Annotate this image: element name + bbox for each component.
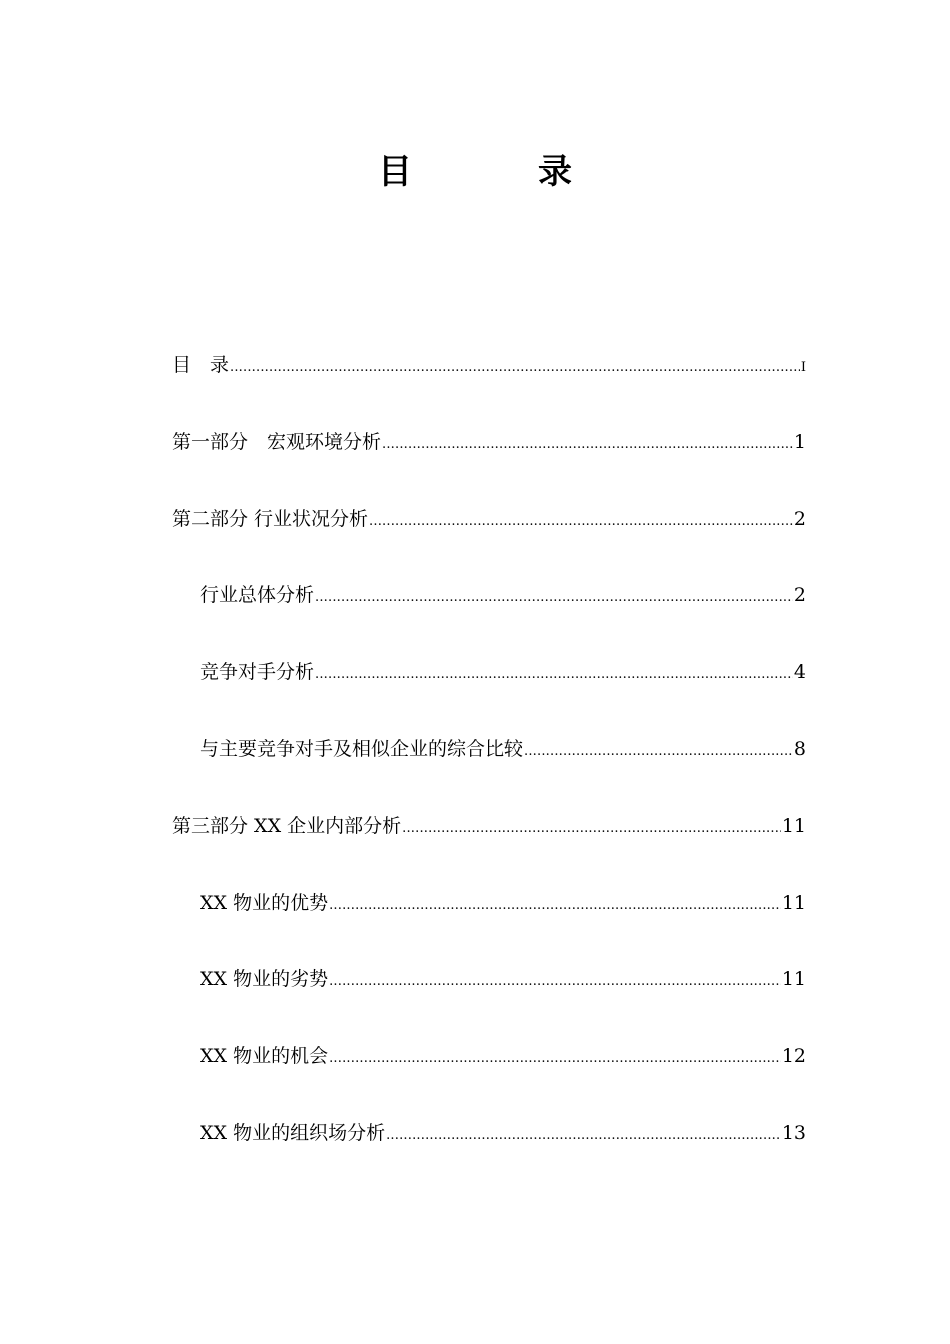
toc-entry-opportunities[interactable] [172, 1036, 806, 1113]
toc-entry-label: 竞争对手分析 [200, 661, 315, 684]
toc-leader-dots [329, 886, 781, 926]
toc-entry-label: XX 物业的组织场分析 [200, 1121, 386, 1144]
toc-entry-strengths[interactable] [172, 883, 806, 960]
toc-leader-dots [315, 655, 793, 695]
toc-entry-label: 第三部分 XX 企业内部分析 [172, 814, 402, 837]
toc-leader-dots [386, 1116, 781, 1156]
toc-leader-dots [230, 348, 800, 388]
toc-entry-page: 11 [781, 968, 806, 991]
toc-entry-comparison[interactable] [172, 729, 806, 806]
toc-entry-label: 与主要竞争对手及相似企业的综合比较 [200, 737, 524, 760]
toc-entry-page: 11 [781, 814, 806, 837]
toc-entry-page: 13 [781, 1121, 806, 1144]
toc-entry-label: 第一部分 宏观环境分析 [172, 430, 382, 453]
toc-entry-page: 4 [793, 661, 806, 684]
toc-entry-page: 2 [793, 584, 806, 607]
toc-entry-page: I [800, 360, 806, 375]
toc-entry-label: XX 物业的优势 [200, 891, 329, 914]
toc-entry-label: 第二部分 行业状况分析 [172, 507, 369, 530]
toc-entry-part-2[interactable] [172, 499, 806, 576]
toc-entry-page: 1 [793, 430, 806, 453]
toc-entry-page: 2 [793, 507, 806, 530]
toc-entry-page: 11 [781, 891, 806, 914]
toc-leader-dots [524, 732, 793, 772]
toc-leader-dots [382, 425, 793, 465]
toc-leader-dots [329, 962, 781, 1002]
toc-entry-weaknesses[interactable] [172, 959, 806, 1036]
toc-entry-page: 12 [781, 1045, 806, 1068]
toc-entry-competitors[interactable] [172, 652, 806, 729]
toc-entry-label: XX 物业的机会 [200, 1045, 329, 1068]
table-of-contents [172, 345, 806, 1190]
toc-entry-label: XX 物业的劣势 [200, 968, 329, 991]
toc-entry-part-3[interactable] [172, 806, 806, 883]
toc-entry-page: 8 [793, 737, 806, 760]
page-title: 目 录 [378, 152, 618, 192]
toc-entry-part-1[interactable] [172, 422, 806, 499]
toc-leader-dots [329, 1039, 781, 1079]
toc-entry-industry-overall[interactable] [172, 575, 806, 652]
toc-leader-dots [369, 502, 793, 542]
toc-entry-contents[interactable] [172, 345, 806, 422]
toc-leader-dots [402, 809, 781, 849]
toc-leader-dots [315, 578, 793, 618]
toc-entry-label: 行业总体分析 [200, 584, 315, 607]
toc-entry-label: 目 录 [172, 354, 230, 376]
toc-entry-organization[interactable] [172, 1113, 806, 1190]
